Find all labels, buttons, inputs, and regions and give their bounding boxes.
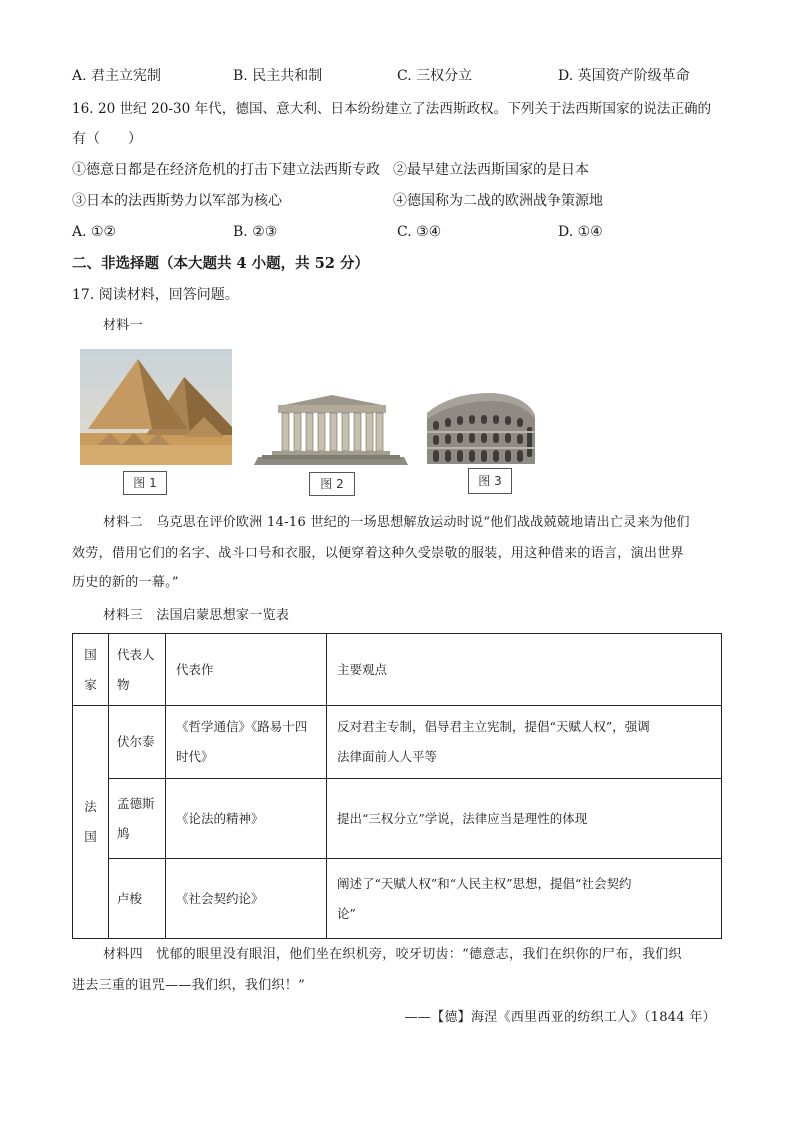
work-montesquieu: 《论法的精神》 [166, 779, 327, 859]
view-rousseau: 阐述了“天赋人权”和“人民主权”思想，提倡“社会契约 论” [327, 859, 722, 939]
q16-option-d: D. ①④ [558, 224, 603, 240]
country-cell: 法 国 [73, 706, 109, 939]
material4-line1: 材料四 忧郁的眼里没有眼泪，他们坐在织机旁，咬牙切齿：“德意志，我们在织你的尸布，我们织 [103, 947, 682, 962]
q15-option-a: A. 君主立宪制 [72, 68, 162, 84]
pyramids-image [80, 349, 232, 465]
person-rousseau: 卢梭 [109, 859, 166, 939]
q15-option-c: C. 三权分立 [397, 68, 473, 84]
figure-1-caption: 图 1 [123, 471, 167, 495]
figure-2-caption: 图 2 [309, 472, 355, 496]
material2-line2: 效劳，借用它们的名字、战斗口号和衣服，以便穿着这种久受崇敬的服装，用这种借来的语言，演出世界 [72, 546, 684, 561]
table-row [73, 779, 722, 859]
q16-item-1: ①德意日都是在经济危机的打击下建立法西斯专政 [72, 162, 380, 178]
parthenon-image [254, 395, 408, 465]
material4-source: ——【德】海涅《西里西亚的纺织工人》（1844 年） [404, 1010, 716, 1025]
q16-stem-line1: 16. 20 世纪 20-30 年代，德国、意大利、日本纷纷建立了法西斯政权。下列关于法西斯国家的说法正确的 [72, 101, 712, 117]
material2-line3: 历史的新的一幕。” [72, 575, 179, 590]
q16-item-4: ④德国称为二战的欧洲战争策源地 [393, 193, 603, 209]
material3-label: 材料三 法国启蒙思想家一览表 [103, 608, 290, 623]
header-view: 主要观点 [327, 634, 722, 706]
q16-item-3: ③日本的法西斯势力以军部为核心 [72, 193, 282, 209]
table-row [73, 859, 722, 939]
work-rousseau: 《社会契约论》 [166, 859, 327, 939]
figure-3-caption: 图 3 [468, 468, 512, 494]
view-voltaire: 反对君主专制，倡导君主立宪制，提倡“天赋人权”，强调 法律面前人人平等 [327, 706, 722, 779]
material1-label: 材料一 [103, 318, 143, 333]
header-person: 代表人 物 [109, 634, 166, 706]
q16-option-a: A. ①② [72, 224, 117, 240]
enlightenment-table [72, 633, 722, 939]
header-country: 国 家 [73, 634, 109, 706]
table-header-row [73, 634, 722, 706]
view-montesquieu: 提出“三权分立”学说，法律应当是理性的体现 [327, 779, 722, 859]
q15-option-d: D. 英国资产阶级革命 [558, 68, 690, 84]
colosseum-image [421, 391, 541, 464]
q16-option-b: B. ②③ [233, 224, 278, 240]
material4-line2: 进去三重的诅咒——我们织，我们织！” [72, 978, 306, 993]
material2-line1: 材料二 乌克思在评价欧洲 14-16 世纪的一场思想解放运动时说“他们战战兢兢地请出亡灵来为他们 [103, 515, 690, 530]
header-work: 代表作 [166, 634, 327, 706]
q16-option-c: C. ③④ [397, 224, 442, 240]
q16-stem-line2: 有（ ） [72, 131, 142, 147]
section-heading: 二、非选择题（本大题共 4 小题，共 52 分） [72, 255, 369, 272]
person-montesquieu: 孟德斯 鸠 [109, 779, 166, 859]
q17-stem: 17. 阅读材料，回答问题。 [72, 287, 239, 303]
table-row [73, 706, 722, 779]
q15-option-b: B. 民主共和制 [233, 68, 323, 84]
q16-item-2: ②最早建立法西斯国家的是日本 [393, 162, 589, 178]
work-voltaire: 《哲学通信》《路易十四 时代》 [166, 706, 327, 779]
person-voltaire: 伏尔泰 [109, 706, 166, 779]
